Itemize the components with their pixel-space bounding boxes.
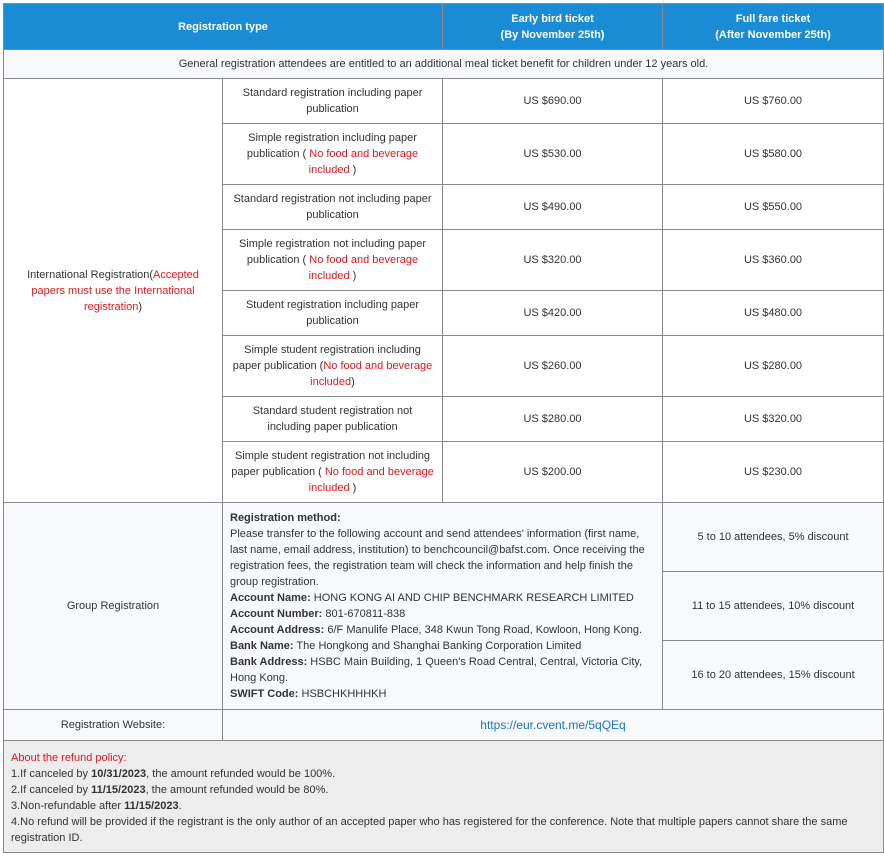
refund-title: About the refund policy: [11,752,127,764]
early-bird-price: US $690.00 [443,79,663,124]
option-note: No food and beverage included [308,254,419,282]
registration-fee-page [3,3,883,853]
registration-option [223,124,443,185]
option-note-close: ) [349,270,357,282]
option-note-open: ( [299,148,310,160]
early-bird-price: US $260.00 [443,336,663,397]
intl-label-prefix: International Registration( [27,268,154,281]
option-note-open: ( [315,466,325,478]
header-full-line1: Full fare ticket [735,12,811,25]
option-note: No food and beverage included [308,148,419,176]
account-name-label: Account Name: [230,592,311,604]
early-bird-price: US $490.00 [443,185,663,230]
international-registration-label [4,79,223,503]
account-number-label: Account Number: [230,608,323,620]
refund-line3-date: 11/15/2023 [124,800,179,812]
swift-code-value: HSBCHKHHHKH [298,688,387,700]
option-desc: Simple student registration not including paper publication [231,450,431,478]
registration-option [223,185,443,230]
option-note-close: ) [349,164,357,176]
full-fare-price: US $320.00 [663,397,884,442]
option-desc: Simple student registration including paper publication [232,344,421,372]
full-fare-price: US $280.00 [663,336,884,397]
account-address-value: 6/F Manulife Place, 348 Kwun Tong Road, Kowloon, Hong Kong. [324,624,643,636]
option-note-open: ( [299,254,310,266]
intl-label-red: Accepted papers must use the International registration [31,268,199,313]
refund-line1-post: , the amount refunded would be 100%. [146,768,336,780]
refund-line3-post: . [178,800,182,812]
bank-address-label: Bank Address: [230,656,308,668]
full-fare-price: US $360.00 [663,230,884,291]
registration-website-cell [223,710,884,741]
option-desc: Simple registration not including paper publication [238,238,427,266]
refund-line2-post: , the amount refunded would be 80%. [145,784,329,796]
option-desc: Student registration including paper publication [245,299,420,327]
refund-line1-pre: 1.If canceled by [11,768,92,780]
header-registration-type [4,4,443,50]
full-fare-price: US $580.00 [663,124,884,185]
registration-option [223,397,443,442]
website-row [4,710,884,741]
refund-policy [4,741,884,853]
intro-row [4,50,884,79]
bank-name-value: The Hongkong and Shanghai Banking Corporation Limited [293,640,582,652]
option-note-close: ) [349,482,357,494]
registration-option [223,230,443,291]
refund-line4: 4.No refund will be provided if the registrant is the only author of an accepted paper who has registered for the conference. Note that multiple papers cannot share the same registration ID. [11,816,848,844]
full-fare-price: US $760.00 [663,79,884,124]
group-registration-label: Group Registration [4,503,223,710]
option-desc: Standard registration including paper publication [242,87,423,115]
bank-name-label: Bank Name: [230,640,294,652]
intl-label-suffix: ) [138,300,143,313]
early-bird-price: US $420.00 [443,291,663,336]
intro-note: General registration attendees are entitled to an additional meal ticket benefit for children under 12 years old. [4,50,884,79]
account-address-label: Account Address: [230,624,325,636]
refund-row [4,741,884,853]
early-bird-price: US $280.00 [443,397,663,442]
early-bird-price: US $320.00 [443,230,663,291]
method-title: Registration method: [230,512,341,524]
refund-line1-date: 10/31/2023 [91,768,147,780]
swift-code-label: SWIFT Code: [230,688,299,700]
full-fare-price: US $550.00 [663,185,884,230]
table-row [4,79,884,124]
early-bird-price: US $200.00 [443,442,663,503]
refund-line2-pre: 2.If canceled by [11,784,92,796]
option-desc: Standard student registration not including paper publication [252,405,413,433]
registration-fee-table [3,3,884,853]
full-fare-price: US $480.00 [663,291,884,336]
option-note: No food and beverage included [310,360,433,388]
method-text: Please transfer to the following account and send attendees' information (first name, last name, email address, institution) to benchcouncil@bafst.com. Once receiving the registration fees, the registration team will check the information and help finish the group registration. [230,528,645,588]
option-desc: Simple registration including paper publication [246,132,417,160]
bank-address-value: HSBC Main Building, 1 Queen's Road Central, Central, Victoria City, Hong Kong. [230,656,643,684]
header-early-line2: (By November 25th) [500,28,605,41]
group-registration-method [223,503,663,710]
option-desc: Standard registration not including paper publication [233,193,432,221]
option-note-close: ) [351,376,355,388]
registration-option [223,79,443,124]
registration-option [223,336,443,397]
group-discount: 16 to 20 attendees, 15% discount [663,641,884,710]
account-number-value: 801-670811-838 [322,608,406,620]
header-full-line2: (After November 25th) [715,28,831,41]
header-type-label: Registration type [178,20,268,33]
registration-website-link[interactable]: https://eur.cvent.me/5qQEq [480,717,626,732]
group-discount: 5 to 10 attendees, 5% discount [663,503,884,572]
group-row [4,503,884,572]
table-header-row [4,4,884,50]
early-bird-price: US $530.00 [443,124,663,185]
group-discount: 11 to 15 attendees, 10% discount [663,572,884,641]
refund-line2-date: 11/15/2023 [91,784,146,796]
header-early-bird [443,4,663,50]
full-fare-price: US $230.00 [663,442,884,503]
option-note: No food and beverage included [308,466,434,494]
refund-line3-pre: 3.Non-refundable after [11,800,125,812]
registration-option [223,442,443,503]
option-note-open: ( [316,360,324,372]
registration-website-label: Registration Website: [4,710,223,741]
registration-option [223,291,443,336]
header-early-line1: Early bird ticket [511,12,594,25]
header-full-fare [663,4,884,50]
account-name-value: HONG KONG AI AND CHIP BENCHMARK RESEARCH LIMITED [310,592,634,604]
